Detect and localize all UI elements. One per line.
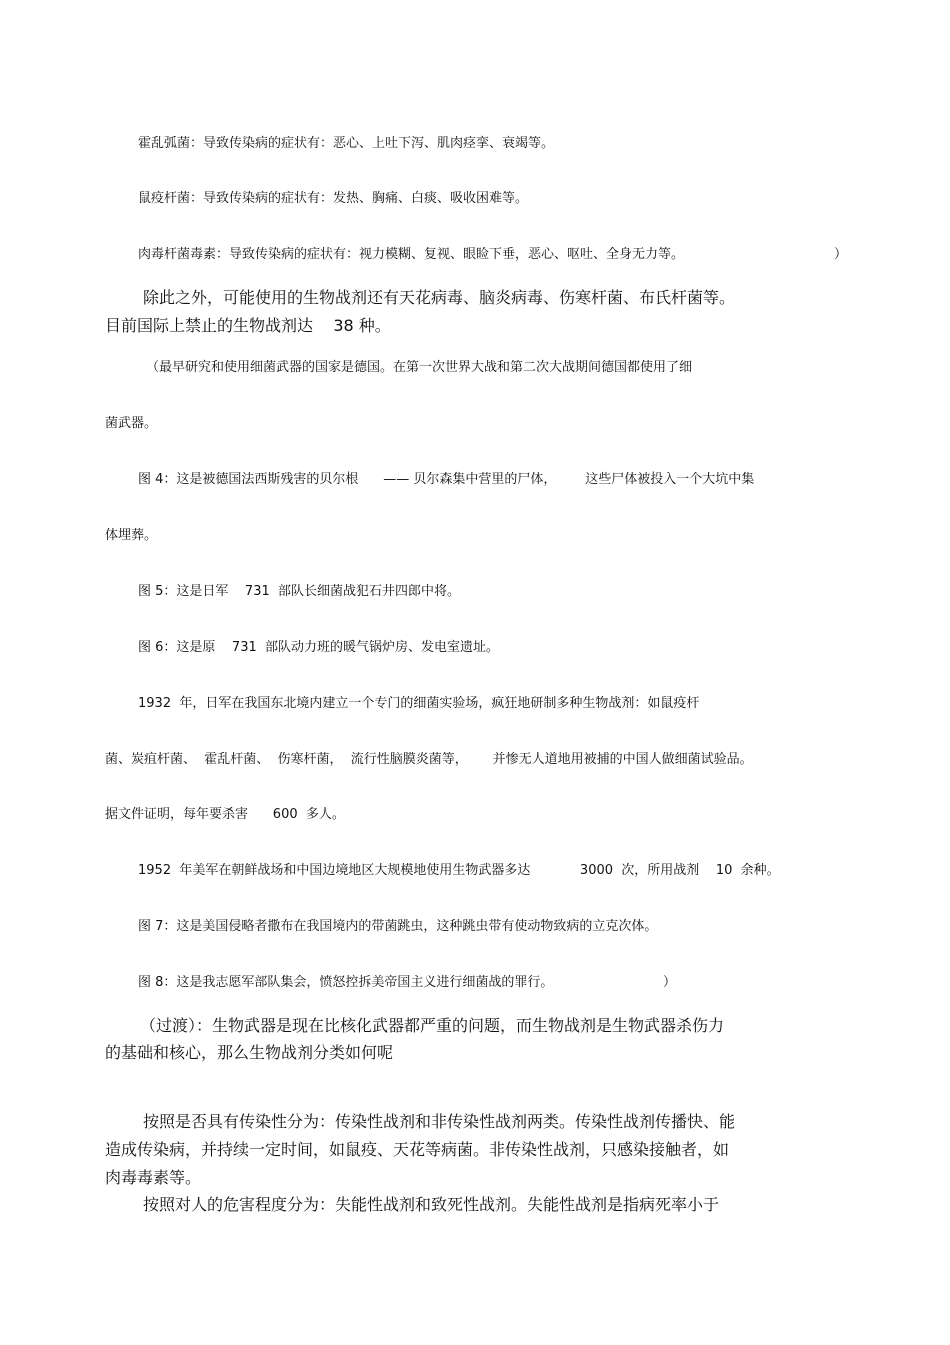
paragraph-transition-cont: 的基础和核心，那么生物战剂分类如何呢 [105, 1043, 394, 1062]
caption-figure-8: 图 8：这是我志愿军部队集会，愤怒控拆美帝国主义进行细菌战的罪行。 [138, 975, 554, 990]
paragraph-infectivity-cont2: 肉毒毒素等。 [105, 1168, 202, 1187]
paragraph-other-agents: 除此之外，可能使用的生物战剂还有天花病毒、脑炎病毒、伤寒杆菌、布氏杆菌等。 [143, 288, 736, 307]
paragraph-cholera: 霍乱弧菌：导致传染病的症状有：恶心、上吐下泻、肌肉痉挛、衰竭等。 [138, 136, 555, 151]
paragraph-infectivity: 按照是否具有传染性分为：传染性战剂和非传染性战剂两类。传染性战剂传播快、能 [143, 1112, 736, 1131]
paragraph-transition: （过渡）：生物武器是现在比核化武器都严重的问题，而生物战剂是生物武器杀伤力 [140, 1016, 725, 1035]
paragraph-harm-degree: 按照对人的危害程度分为：失能性战剂和致死性战剂。失能性战剂是指病死率小于 [143, 1195, 720, 1214]
caption-figure-7: 图 7：这是美国侵略者撒布在我国境内的带菌跳虫，这种跳虫带有使动物致病的立克次体。 [138, 919, 658, 934]
paragraph-germany-cont: 菌武器。 [105, 416, 158, 431]
paragraph-other-agents-cont: 目前国际上禁止的生物战剂达 38 种。 [105, 316, 391, 335]
caption-figure-4-cont: 体埋葬。 [105, 528, 158, 543]
paragraph-plague: 鼠疫杆菌：导致传染病的症状有：发热、胸痛、白痰、吸收困难等。 [138, 191, 529, 206]
caption-figure-4: 图 4：这是被德国法西斯残害的贝尔根 —— 贝尔森集中营里的尸体， 这些尸体被投入一个大坑中集 [138, 472, 755, 487]
caption-figure-6: 图 6：这是原 731 部队动力班的暖气锅炉房、发电室遗址。 [138, 640, 500, 655]
paragraph-1932-cont: 菌、炭疽杆菌、 霍乱杆菌、 伤寒杆菌， 流行性脑膜炎菌等， 并惨无人道地用被捕的中国人做细菌试验品。 [105, 752, 753, 767]
paragraph-infectivity-cont: 造成传染病，并持续一定时间，如鼠疫、天花等病菌。非传染性战剂，只感染接触者，如 [105, 1140, 730, 1159]
paragraph-germany: （最早研究和使用细菌武器的国家是德国。在第一次世界大战和第二次大战期间德国都使用了细 [146, 360, 693, 375]
closing-paren: ） [663, 975, 677, 990]
closing-paren: ） [834, 247, 848, 262]
paragraph-botulinum: 肉毒杆菌毒素：导致传染病的症状有：视力模糊、复视、眼睑下垂，恶心、呕吐、全身无力等。 [138, 247, 685, 262]
caption-figure-5: 图 5：这是日军 731 部队长细菌战犯石井四郎中将。 [138, 584, 461, 599]
paragraph-1932-cont2: 据文件证明，每年要杀害 600 多人。 [105, 807, 345, 822]
paragraph-1932: 1932 年，日军在我国东北境内建立一个专门的细菌实验场，疯狂地研制多种生物战剂：如鼠疫杆 [138, 696, 700, 711]
paragraph-1952: 1952 年美军在朝鲜战场和中国边境地区大规模地使用生物武器多达 3000 次，所用战剂 10 余种。 [138, 863, 780, 878]
